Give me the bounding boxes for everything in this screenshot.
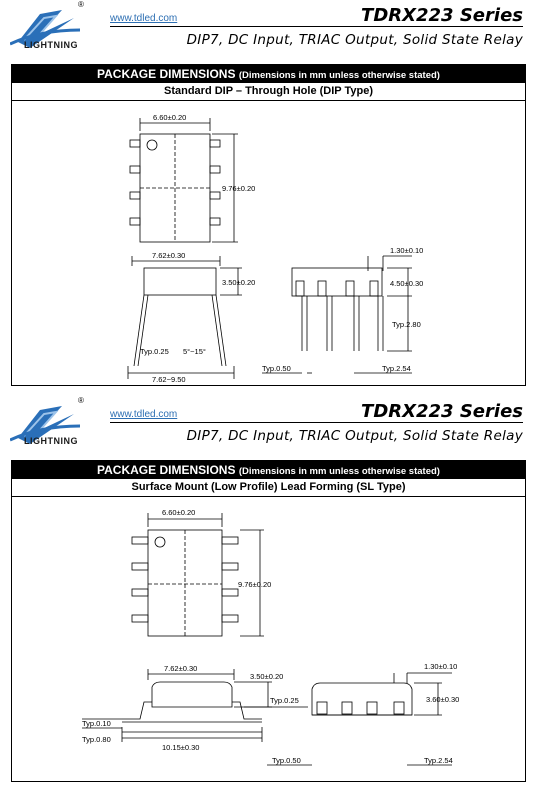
sl-width-top-label: 6.60±0.20 bbox=[162, 508, 196, 517]
header-rule bbox=[110, 422, 523, 423]
dip-drawing bbox=[12, 101, 525, 384]
series-title: TDRX223 Series bbox=[361, 401, 523, 422]
sl-span-label: 10.15±0.30 bbox=[162, 743, 200, 752]
dip-lead-width-label: 1.30±0.10 bbox=[390, 246, 424, 255]
sl-drawing bbox=[12, 497, 525, 780]
website-link[interactable]: www.tdled.com bbox=[110, 13, 178, 24]
dip-pitch-label: Typ.2.54 bbox=[382, 364, 411, 373]
sl-thick-label: Typ.0.25 bbox=[270, 696, 299, 705]
registered-mark: ® bbox=[78, 0, 84, 9]
package-dimensions-panel bbox=[11, 64, 526, 386]
header-rule bbox=[110, 26, 523, 27]
sl-foot-label: Typ.0.80 bbox=[82, 735, 111, 744]
section-title: PACKAGE DIMENSIONS bbox=[97, 463, 236, 477]
dip-width-top-label: 6.60±0.20 bbox=[153, 113, 187, 122]
sl-standoff-label: Typ.0.10 bbox=[82, 719, 111, 728]
sl-length-label: 9.76±0.20 bbox=[238, 580, 272, 589]
section-title-note: (Dimensions in mm unless otherwise stated) bbox=[238, 70, 440, 81]
dip-body-height-label: 4.50±0.30 bbox=[390, 279, 424, 288]
product-subtitle: DIP7, DC Input, TRIAC Output, Solid State Relay bbox=[186, 428, 523, 444]
datasheet-page-1 bbox=[0, 0, 537, 392]
website-link[interactable]: www.tdled.com bbox=[110, 409, 178, 420]
section-title-bar bbox=[12, 461, 525, 479]
product-subtitle: DIP7, DC Input, TRIAC Output, Solid State Relay bbox=[186, 32, 523, 48]
section-title-note: (Dimensions in mm unless otherwise stated) bbox=[238, 466, 440, 477]
brand-name: LIGHTNING bbox=[24, 436, 78, 446]
section-title-bar bbox=[12, 65, 525, 83]
dip-angle-label: 5°~15° bbox=[183, 347, 206, 356]
brand-name: LIGHTNING bbox=[24, 40, 78, 50]
sl-width-side-label: 7.62±0.30 bbox=[164, 664, 198, 673]
sl-height-label: 3.50±0.20 bbox=[250, 672, 284, 681]
dip-height-label: 3.50±0.20 bbox=[222, 278, 256, 287]
dip-length-label: 9.76±0.20 bbox=[222, 184, 256, 193]
package-dimensions-panel bbox=[11, 460, 526, 782]
dip-width-side-label: 7.62±0.30 bbox=[152, 251, 186, 260]
section-title: PACKAGE DIMENSIONS bbox=[97, 67, 236, 81]
sl-pitch-label: Typ.2.54 bbox=[424, 756, 453, 765]
datasheet-page-2 bbox=[0, 396, 537, 788]
sl-type-heading: Surface Mount (Low Profile) Lead Forming (SL Type) bbox=[12, 479, 525, 497]
sl-body-height-label: 3.60±0.30 bbox=[426, 695, 460, 704]
dip-pin-width-label: Typ.0.50 bbox=[262, 364, 291, 373]
dip-lead-span-label: 7.62~9.50 bbox=[152, 375, 186, 384]
sl-lead-width-label: 1.30±0.10 bbox=[424, 662, 458, 671]
dip-type-heading: Standard DIP – Through Hole (DIP Type) bbox=[12, 83, 525, 101]
dip-lead-length-label: Typ.2.80 bbox=[392, 320, 421, 329]
registered-mark: ® bbox=[78, 396, 84, 405]
series-title: TDRX223 Series bbox=[361, 5, 523, 26]
sl-pin-width-label: Typ.0.50 bbox=[272, 756, 301, 765]
dip-thick-label: Typ.0.25 bbox=[140, 347, 169, 356]
